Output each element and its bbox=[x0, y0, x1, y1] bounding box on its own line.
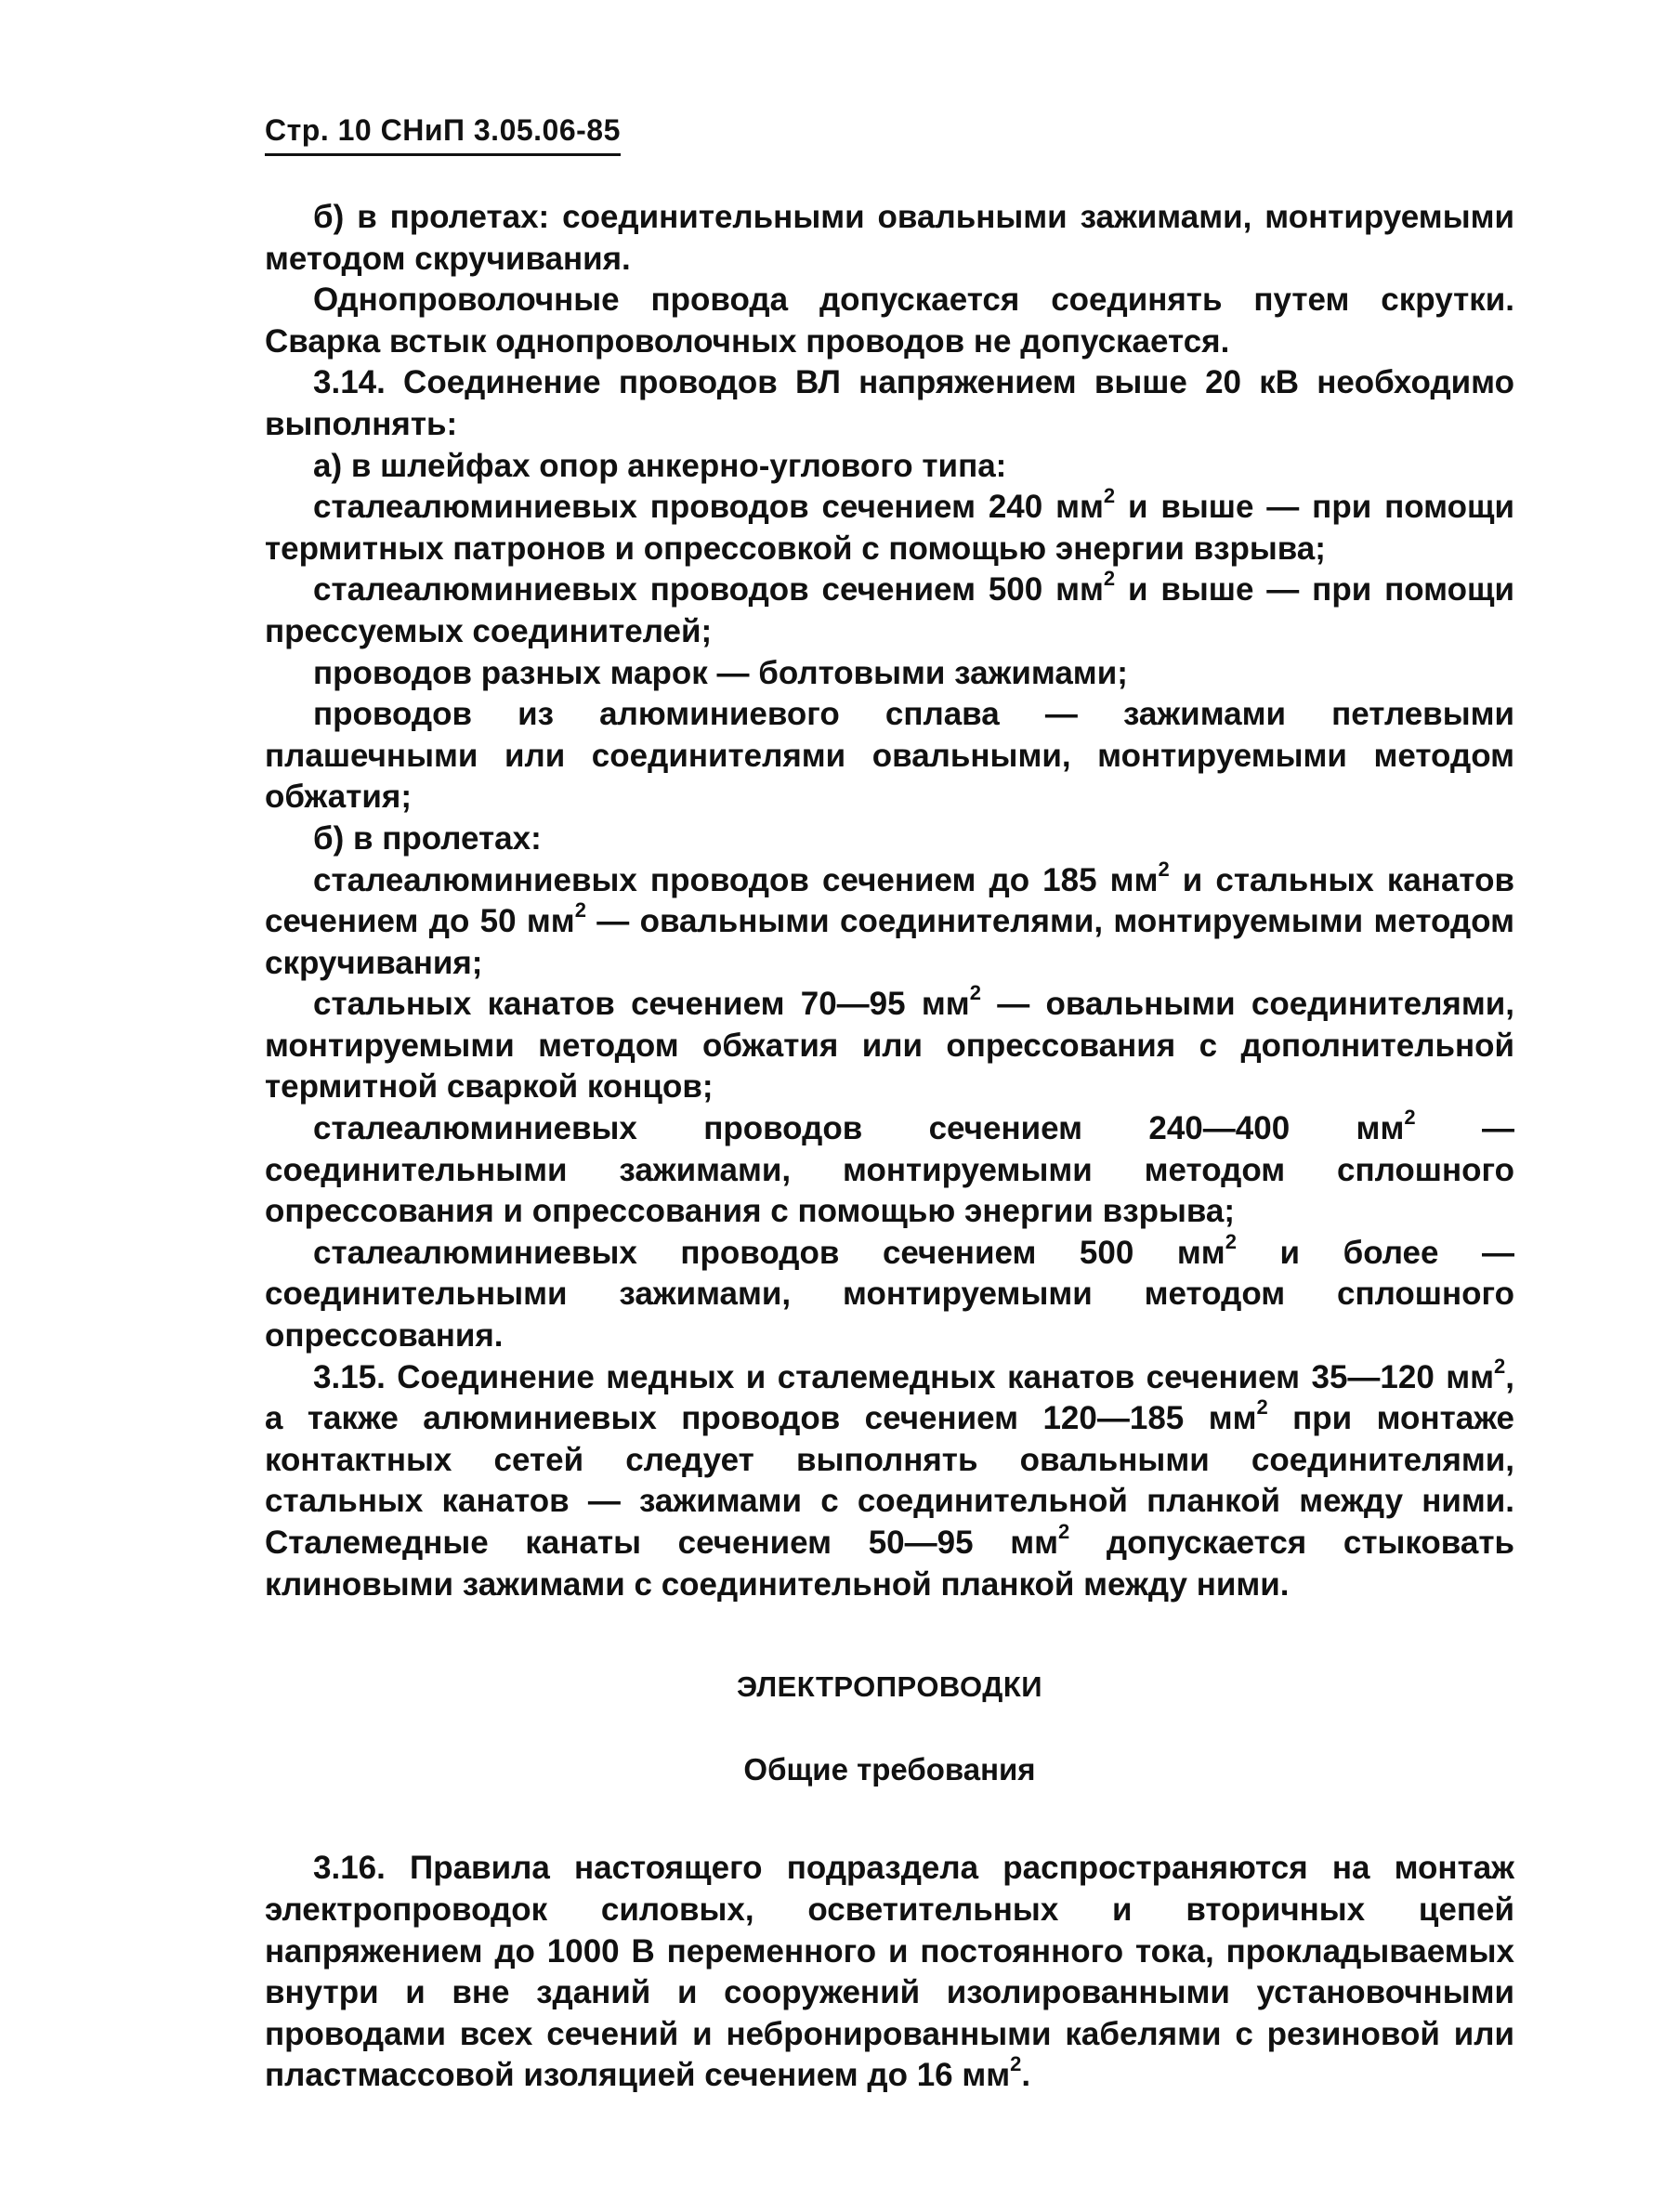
paragraph-text: Соединение медных и сталемедных канатов сечением 35—120 мм bbox=[385, 1358, 1495, 1395]
clause-number: 3.15. bbox=[313, 1358, 386, 1395]
paragraph bbox=[265, 981, 1514, 1108]
superscript: 2 bbox=[1103, 484, 1116, 508]
paragraph-text: проводов из алюминиевого сплава — зажимами петлевыми плашечными или соединителями овальными, монтируемыми методом обжатия; bbox=[265, 696, 1514, 816]
paragraph-text: допускается стыковать клиновыми зажимами с соединительной планкой между ними. bbox=[265, 1525, 1514, 1603]
paragraph bbox=[265, 653, 1514, 695]
paragraph-text: б) в пролетах: соединительными овальными зажимами, монтируемыми методом скручивания. bbox=[265, 199, 1514, 277]
paragraph-text: — овальными соединителями, монтируемыми методом обжатия или опрессования с дополнительной термитной сваркой концов; bbox=[265, 986, 1514, 1106]
paragraph bbox=[265, 818, 1514, 860]
paragraph bbox=[265, 857, 1514, 985]
paragraph bbox=[265, 280, 1514, 362]
paragraph-text: и стальных канатов сечением до 50 мм bbox=[265, 861, 1514, 940]
superscript: 2 bbox=[574, 898, 586, 923]
running-head: Стр. 10 СНиП 3.05.06-85 bbox=[265, 113, 621, 156]
superscript: 2 bbox=[1256, 1395, 1268, 1420]
paragraph-text: и выше — при помощи термитных патронов и опрессовкой с помощью энергии взрыва; bbox=[265, 489, 1515, 567]
paragraph bbox=[265, 484, 1515, 569]
superscript: 2 bbox=[1010, 2052, 1022, 2076]
paragraph-text: и более — соединительными зажимами, монтируемыми методом сплошного опрессования. bbox=[265, 1234, 1514, 1355]
clause-3-14 bbox=[265, 362, 1514, 445]
paragraph-text: сталеалюминиевых проводов сечением 500 мм bbox=[313, 1234, 1225, 1271]
paragraph-text: и выше — при помощи прессуемых соединителей; bbox=[265, 571, 1515, 649]
paragraph-text: Правила настоящего подраздела распространяются на монтаж электропроводок силовых, осветительных и вторичных цепей напряжением до 1000 В переменного и постоянного тока, прокладываемых внутри и вне зданий и сооружений изолированными установочными проводами всех сечений и небронированными кабелями с резиновой или пластмассовой изоляцией сечением до 16 мм bbox=[265, 1850, 1514, 2094]
paragraph-text: сталеалюминиевых проводов сечением 500 мм bbox=[313, 571, 1104, 609]
clause-number: 3.16. bbox=[313, 1850, 386, 1887]
section-title: ЭЛЕКТРОПРОВОДКИ bbox=[736, 1670, 1043, 1704]
document-page bbox=[265, 113, 1514, 2097]
paragraph-text: сталеалюминиевых проводов сечением 240 мм bbox=[313, 489, 1104, 526]
superscript: 2 bbox=[1158, 857, 1170, 881]
paragraph-text: сталеалюминиевых проводов сечением 240—400 мм bbox=[313, 1110, 1405, 1147]
paragraph-text: . bbox=[1021, 2057, 1031, 2094]
subsection-title: Общие требования bbox=[743, 1751, 1036, 1787]
paragraph-text: проводов разных марок — болтовыми зажимами; bbox=[313, 654, 1128, 691]
paragraph-text: сталеалюминиевых проводов сечением до 185 мм bbox=[313, 861, 1159, 898]
body-text bbox=[265, 197, 1514, 2097]
superscript: 2 bbox=[1103, 567, 1116, 591]
paragraph-text: б) в пролетах: bbox=[313, 819, 542, 857]
clause-number: 3.14. bbox=[313, 364, 386, 401]
paragraph bbox=[265, 197, 1514, 280]
paragraph-text: Соединение проводов ВЛ напряжением выше 20 кВ необходимо выполнять: bbox=[265, 364, 1514, 442]
paragraph-text: — овальными соединителями, монтируемыми методом скручивания; bbox=[265, 903, 1514, 981]
superscript: 2 bbox=[1494, 1354, 1506, 1378]
paragraph bbox=[265, 694, 1514, 818]
superscript: 2 bbox=[1057, 1520, 1070, 1543]
paragraph bbox=[265, 1229, 1514, 1357]
clause-3-15 bbox=[265, 1354, 1515, 1606]
paragraph bbox=[265, 569, 1514, 652]
superscript: 2 bbox=[1404, 1106, 1416, 1130]
clause-3-16 bbox=[265, 1848, 1514, 2097]
superscript: 2 bbox=[969, 981, 981, 1005]
paragraph-text: Однопроволочные провода допускается соединять путем скрутки. Сварка встык однопроволочных проводов не допускается. bbox=[265, 281, 1514, 360]
paragraph bbox=[265, 446, 1514, 488]
paragraph-text: , а также алюминиевых проводов сечением 120—185 мм bbox=[265, 1358, 1514, 1437]
paragraph-text: — соединительными зажимами, монтируемыми методом сплошного опрессования и опрессования с помощью энергии взрыва; bbox=[265, 1110, 1514, 1230]
paragraph bbox=[265, 1108, 1514, 1233]
paragraph-text: при монтаже контактных сетей следует выполнять овальными соединителями, стальных канатов — зажимами с соединительной планкой между ними. Сталемедные канаты сечением 50—95 мм bbox=[265, 1400, 1515, 1561]
paragraph-text: стальных канатов сечением 70—95 мм bbox=[313, 986, 970, 1023]
superscript: 2 bbox=[1225, 1229, 1237, 1253]
paragraph-text: а) в шлейфах опор анкерно-углового типа: bbox=[313, 447, 1007, 484]
